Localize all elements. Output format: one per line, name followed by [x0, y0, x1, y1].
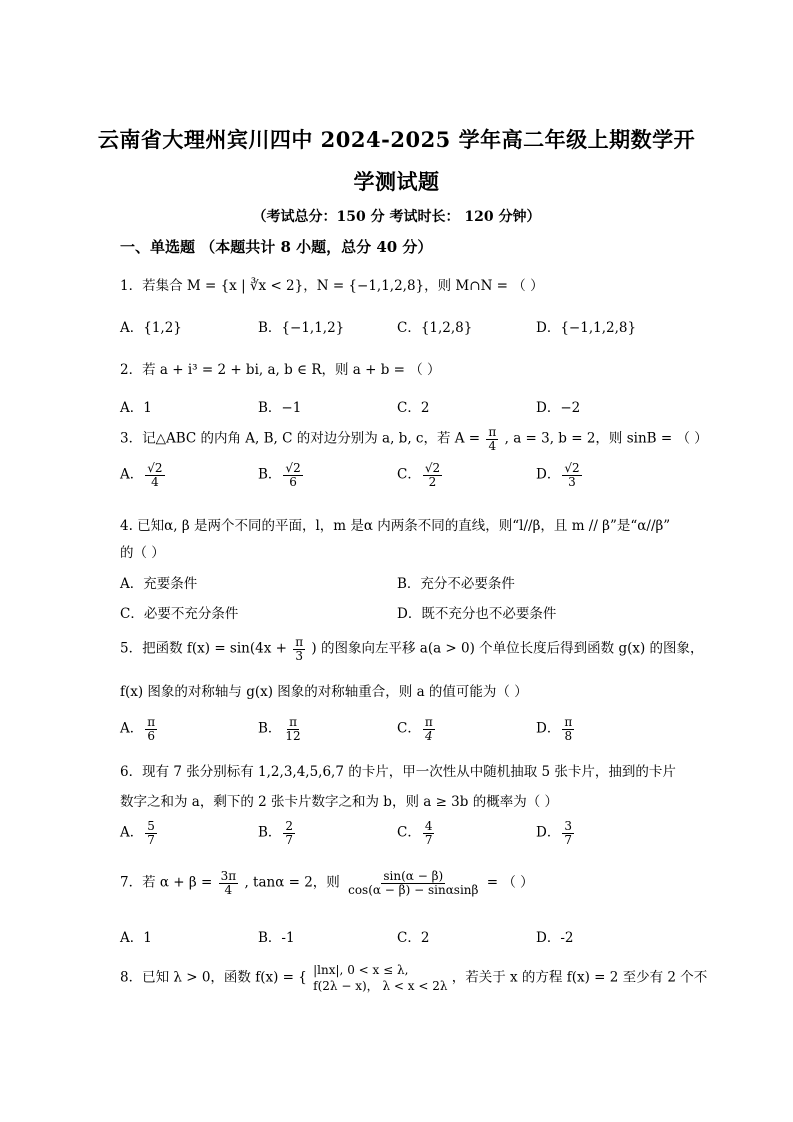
q7-frac2-den: cos(α − β) − sinαsinβ	[348, 882, 479, 897]
q5-stem-part1: 5．把函数 f(x) = sin(4x +	[120, 640, 287, 657]
q7-stem-part1: 7．若 α + β =	[120, 874, 213, 891]
q5-d-den: 8	[564, 728, 573, 743]
question-3-stem	[120, 426, 708, 452]
q3-c-frac	[423, 462, 442, 488]
q7-frac2-num: sin(α − β)	[383, 869, 444, 883]
q5-c-den: 4	[424, 728, 433, 743]
question-6-stem-line1: 6．现有 7 张分别标有 1,2,3,4,5,6,7 的卡片，甲一次性从中随机抽取 5 张卡片，抽到的卡片	[120, 764, 676, 780]
q3-a-num: √2	[147, 461, 163, 475]
q7-option-c: C．2	[397, 930, 430, 946]
exam-title-line1: 云南省大理州宾川四中 2024-2025 学年高二年级上期数学开	[97, 127, 696, 152]
q5-d-frac	[562, 716, 574, 742]
q5-option-b	[258, 716, 305, 742]
question-1-stem: 1．若集合 M = {x | ∛x < 2}，N = {−1,1,2,8}，则 M∩N = （ ）	[120, 278, 544, 294]
q3-d-frac	[562, 462, 581, 488]
q4-option-d: D．既不充分也不必要条件	[397, 606, 557, 622]
section-heading: 一、单选题 （本题共计 8 小题，总分 40 分）	[120, 238, 433, 256]
q1-option-c: C．{1,2,8}	[397, 320, 473, 336]
q7-fraction-1	[219, 870, 239, 896]
q5-frac-num: π	[295, 635, 304, 649]
q3-option-a	[120, 462, 167, 488]
q5-option-c	[397, 716, 437, 742]
q3-d-label: D．	[536, 466, 561, 483]
q5-b-den: 12	[285, 728, 301, 743]
q5-a-num: π	[147, 715, 156, 729]
q3-b-label: B．	[258, 466, 282, 483]
q5-a-label: A．	[120, 720, 144, 737]
q4-option-b: B．充分不必要条件	[397, 576, 515, 592]
q5-b-num: π	[289, 715, 297, 729]
q6-c-label: C．	[397, 824, 421, 841]
q1-option-a: A．{1,2}	[120, 320, 182, 336]
q8-stem-part2: ，若关于 x 的方程 f(x) = 2 至少有 2 个不	[451, 969, 708, 986]
q3-d-num: √2	[564, 461, 580, 475]
q4-option-c: C．必要不充分条件	[120, 606, 239, 622]
q5-option-a	[120, 716, 159, 742]
q6-option-a	[120, 820, 159, 846]
q2-option-a: A．1	[120, 400, 152, 416]
q5-fraction	[293, 636, 305, 662]
q6-a-num: 5	[147, 819, 155, 833]
q6-d-frac	[562, 820, 574, 846]
q6-option-c	[397, 820, 436, 846]
question-4-stem-line1: 4. 已知α, β 是两个不同的平面，l，m 是α 内两条不同的直线，则“l//β，且 m // β”是“α//β”	[120, 518, 671, 534]
q6-a-label: A．	[120, 824, 144, 841]
q6-d-den: 7	[564, 832, 572, 847]
q3-b-den: 6	[289, 474, 297, 489]
q6-a-frac	[145, 820, 157, 846]
q6-b-frac	[283, 820, 295, 846]
question-8-stem	[120, 962, 707, 994]
q7-fraction-2	[346, 870, 480, 896]
q5-d-label: D．	[536, 720, 561, 737]
q8-case-1: |lnx|, 0 < x ≤ λ,	[313, 963, 409, 977]
q3-a-label: A．	[120, 466, 144, 483]
q8-case-2: f(2λ − x)， λ < x < 2λ	[313, 979, 448, 994]
q8-stem-part1: 8．已知 λ > 0，函数 f(x) = {	[120, 969, 307, 986]
q2-option-b: B．−1	[258, 400, 302, 416]
q3-stem-part1: 3．记△ABC 的内角 A, B, C 的对边分别为 a, b, c，若 A =	[120, 430, 481, 447]
q6-d-num: 3	[564, 819, 572, 833]
q6-c-num: 4	[424, 819, 433, 833]
q6-option-b	[258, 820, 297, 846]
q7-option-d: D．-2	[536, 930, 574, 946]
q1-option-b: B．{−1,1,2}	[258, 320, 345, 336]
question-7-stem	[120, 870, 534, 896]
q7-stem-part3: = （ ）	[486, 874, 534, 891]
q3-a-den: 4	[151, 474, 159, 489]
q7-frac1-den: 4	[224, 882, 233, 897]
question-4-stem-line2: 的（ ）	[120, 545, 165, 561]
q3-option-b	[258, 462, 305, 488]
q5-option-d	[536, 716, 576, 742]
q5-d-num: π	[564, 715, 573, 729]
q5-b-label: B．	[258, 720, 282, 737]
question-5-stem-line1	[120, 636, 704, 662]
q6-b-den: 7	[285, 832, 294, 847]
q6-c-frac	[423, 820, 435, 846]
q3-option-d	[536, 462, 584, 488]
q3-b-frac	[283, 462, 302, 488]
q3-option-c	[397, 462, 444, 488]
q5-c-frac	[423, 716, 435, 742]
q5-b-frac	[283, 716, 302, 742]
q6-b-num: 2	[285, 819, 294, 833]
q4-option-a: A．充要条件	[120, 576, 198, 592]
q1-option-d: D．{−1,1,2,8}	[536, 320, 637, 336]
exam-info: （考试总分：150 分 考试时长： 120 分钟）	[252, 209, 541, 225]
q6-a-den: 7	[147, 832, 155, 847]
q7-option-a: A．1	[120, 930, 152, 946]
question-2-stem: 2．若 a + i³ = 2 + bi, a, b ∈ R，则 a + b = （ ）	[120, 362, 441, 378]
q2-option-c: C．2	[397, 400, 430, 416]
q5-frac-den: 3	[295, 648, 303, 663]
q6-b-label: B．	[258, 824, 282, 841]
q3-a-frac	[145, 462, 164, 488]
q8-piecewise	[313, 962, 447, 994]
question-6-stem-line2: 数字之和为 a，剩下的 2 张卡片数字之和为 b，则 a ≥ 3b 的概率为（ ）	[120, 794, 558, 810]
q5-a-den: 6	[147, 728, 156, 743]
q6-option-d	[536, 820, 576, 846]
q3-frac-den: 4	[488, 438, 497, 453]
q3-c-den: 2	[428, 474, 437, 489]
q3-b-num: √2	[285, 461, 301, 475]
question-5-stem-line2: f(x) 图象的对称轴与 g(x) 图象的对称轴重合，则 a 的值可能为（ ）	[120, 684, 528, 700]
q6-d-label: D．	[536, 824, 561, 841]
q7-stem-part2: , tanα = 2，则	[244, 874, 340, 891]
q5-c-label: C．	[397, 720, 421, 737]
q3-frac-num: π	[488, 425, 497, 439]
exam-title-line2: 学测试题	[353, 169, 440, 194]
q7-option-b: B．-1	[258, 930, 295, 946]
q5-stem-part2: ) 的图象向左平移 a(a > 0) 个单位长度后得到函数 g(x) 的图象，	[311, 640, 704, 657]
q5-c-num: π	[424, 715, 433, 729]
q3-c-num: √2	[424, 461, 441, 475]
q3-c-label: C．	[397, 466, 421, 483]
q2-option-d: D．−2	[536, 400, 581, 416]
q7-frac1-num: 3π	[220, 869, 237, 883]
q3-stem-part2: , a = 3, b = 2，则 sinB = （ ）	[504, 430, 708, 447]
q5-a-frac	[145, 716, 157, 742]
q3-d-den: 3	[568, 474, 576, 489]
q3-fraction	[486, 426, 498, 452]
q6-c-den: 7	[424, 832, 433, 847]
